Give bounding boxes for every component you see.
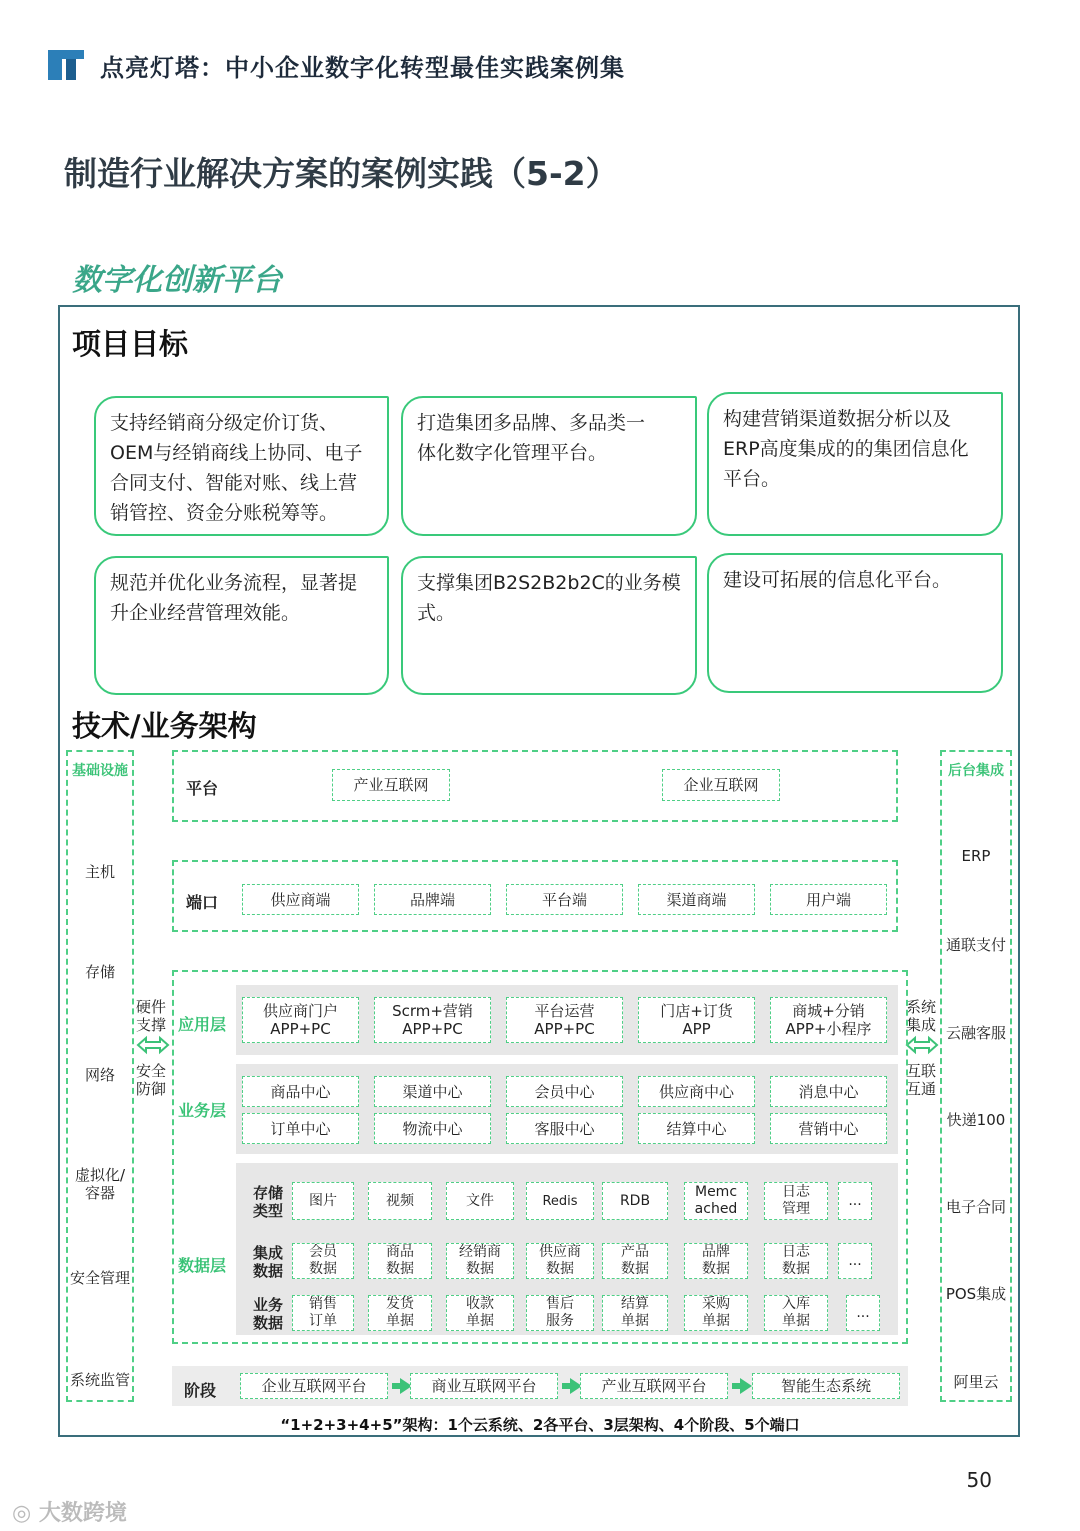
goal-line: 建设可拓展的信息化平台。 xyxy=(723,569,952,591)
watermark-text: 大数跨境 xyxy=(38,1501,127,1526)
data-item-box: 发货 单据 xyxy=(368,1295,432,1331)
goal-line: 构建营销渠道数据分析以及 xyxy=(723,408,952,430)
goal-line: OEM与经销商线上协同、电子 xyxy=(110,442,363,464)
watermark-logo-icon: ◎ xyxy=(12,1501,32,1526)
watermark xyxy=(12,1496,127,1527)
data-item-box: ... xyxy=(846,1295,880,1331)
port-box: 渠道商端 xyxy=(638,884,755,915)
port-box: 供应商端 xyxy=(242,884,359,915)
goal-line: 规范并优化业务流程，显著提 xyxy=(110,572,358,594)
application-box: 门店+订货 APP xyxy=(638,997,755,1043)
infrastructure-item: 系统监管 xyxy=(69,1371,130,1389)
stage-arrow-icon xyxy=(732,1383,740,1389)
backend-integration-item: 云融客服 xyxy=(945,1024,1006,1042)
stages-label: 阶段 xyxy=(184,1381,217,1400)
goal-line: 支撑集团B2S2B2b2C的业务模 xyxy=(417,572,681,594)
business-center-box: 订单中心 xyxy=(242,1113,359,1144)
hardware-support-label: 硬件 支撑 xyxy=(136,998,167,1034)
page-number: 50 xyxy=(966,1468,992,1492)
data-item-box: ... xyxy=(838,1243,872,1279)
backend-integration-title: 后台集成 xyxy=(948,763,1004,779)
platform-row xyxy=(172,750,898,822)
data-item-box: 结算 单据 xyxy=(602,1295,668,1331)
interconnect-label: 互联 互通 xyxy=(906,1062,937,1098)
goal-card xyxy=(94,396,389,536)
data-item-box: Memc ached xyxy=(684,1182,748,1220)
lighthouse-logo-icon xyxy=(48,46,86,82)
goal-line: 合同支付、智能对账、线上营 xyxy=(110,472,358,494)
header-title: 点亮灯塔：中小企业数字化转型最佳实践案例集 xyxy=(100,54,625,82)
data-item-box: 产品 数据 xyxy=(602,1243,668,1279)
goal-line: 体化数字化管理平台。 xyxy=(417,442,608,464)
port-box: 品牌端 xyxy=(374,884,491,915)
data-item-box: 商品 数据 xyxy=(368,1243,432,1279)
stage-arrow-icon xyxy=(740,1378,752,1394)
architecture-footnote: “1+2+3+4+5”架构：1个云系统、2各平台、3层架构、4个阶段、5个端口 xyxy=(280,1416,800,1434)
double-arrow-icon xyxy=(136,1035,170,1055)
business-center-box: 结算中心 xyxy=(638,1113,755,1144)
page-title: 制造行业解决方案的案例实践（5-2） xyxy=(64,154,619,193)
data-item-box: ... xyxy=(838,1182,872,1220)
goal-line: 支持经销商分级定价订货、 xyxy=(110,412,339,434)
data-item-box: Redis xyxy=(526,1182,594,1220)
architecture-heading: 技术/业务架构 xyxy=(72,709,257,743)
system-integration-label: 系统 集成 xyxy=(906,998,937,1034)
backend-integration-item: ERP xyxy=(961,847,991,865)
data-item-box: 采购 单据 xyxy=(684,1295,748,1331)
stage-box: 企业互联网平台 xyxy=(240,1373,388,1399)
application-box: 供应商门户 APP+PC xyxy=(242,997,359,1043)
goal-line: 打造集团多品牌、多品类一 xyxy=(417,412,646,434)
security-defense-label: 安全 防御 xyxy=(136,1062,167,1098)
stage-box: 智能生态系统 xyxy=(752,1373,900,1399)
business-layer-label: 业务层 xyxy=(178,1101,227,1120)
application-box: 平台运营 APP+PC xyxy=(506,997,623,1043)
data-item-box: 图片 xyxy=(292,1182,354,1220)
goal-line: 式。 xyxy=(417,602,456,624)
data-item-box: 品牌 数据 xyxy=(684,1243,748,1279)
app-layer-label: 应用层 xyxy=(178,1015,227,1034)
data-item-box: 收款 单据 xyxy=(446,1295,514,1331)
data-row-label: 集成 数据 xyxy=(252,1244,283,1280)
goal-card xyxy=(94,556,389,695)
data-row-label: 存储 类型 xyxy=(252,1184,283,1220)
backend-integration-item: 通联支付 xyxy=(945,936,1006,954)
infrastructure-item: 存储 xyxy=(84,963,115,981)
data-item-box: 供应商 数据 xyxy=(526,1243,594,1279)
stage-box: 产业互联网平台 xyxy=(580,1373,728,1399)
goal-line: 升企业经营管理效能。 xyxy=(110,602,301,624)
port-box: 用户端 xyxy=(770,884,887,915)
application-box: Scrm+营销 APP+PC xyxy=(374,997,491,1043)
stage-box: 商业互联网平台 xyxy=(410,1373,558,1399)
infrastructure-item: 虚拟化/ 容器 xyxy=(74,1166,126,1202)
data-item-box: 会员 数据 xyxy=(292,1243,354,1279)
data-item-box: 经销商 数据 xyxy=(446,1243,514,1279)
application-box: 商城+分销 APP+小程序 xyxy=(770,997,887,1043)
data-item-box: 销售 订单 xyxy=(292,1295,354,1331)
backend-integration-item: 阿里云 xyxy=(953,1373,999,1391)
goals-heading: 项目目标 xyxy=(72,327,189,361)
stage-arrow-icon xyxy=(562,1383,570,1389)
data-item-box: 日志 数据 xyxy=(764,1243,828,1279)
data-item-box: 文件 xyxy=(446,1182,514,1220)
goal-line: 平台。 xyxy=(723,468,781,490)
data-layer-label: 数据层 xyxy=(178,1256,227,1275)
port-box: 平台端 xyxy=(506,884,623,915)
goal-card xyxy=(401,396,697,536)
business-center-box: 客服中心 xyxy=(506,1113,623,1144)
double-arrow-icon xyxy=(905,1035,939,1055)
platform-industrial-internet: 产业互联网 xyxy=(332,769,450,801)
business-center-box: 消息中心 xyxy=(770,1076,887,1107)
infrastructure-item: 网络 xyxy=(84,1066,115,1084)
business-center-box: 会员中心 xyxy=(506,1076,623,1107)
platform-enterprise-internet: 企业互联网 xyxy=(662,769,780,801)
data-item-box: 视频 xyxy=(368,1182,432,1220)
backend-integration-item: 快递100 xyxy=(946,1111,1006,1129)
data-row-label: 业务 数据 xyxy=(252,1296,283,1332)
infrastructure-title: 基础设施 xyxy=(72,763,128,779)
goal-card xyxy=(401,556,697,695)
data-item-box: RDB xyxy=(602,1182,668,1220)
business-center-box: 商品中心 xyxy=(242,1076,359,1107)
backend-integration-item: POS集成 xyxy=(945,1285,1007,1303)
data-item-box: 入库 单据 xyxy=(764,1295,828,1331)
infrastructure-item: 主机 xyxy=(84,863,115,881)
stage-arrow-icon xyxy=(392,1383,400,1389)
business-center-box: 供应商中心 xyxy=(638,1076,755,1107)
business-center-box: 渠道中心 xyxy=(374,1076,491,1107)
goal-card xyxy=(707,392,1003,536)
goal-line: ERP高度集成的的集团信息化 xyxy=(723,438,969,460)
section-title: 数字化创新平台 xyxy=(72,263,282,298)
business-center-box: 营销中心 xyxy=(770,1113,887,1144)
platform-label: 平台 xyxy=(186,779,219,798)
goal-card xyxy=(707,553,1003,693)
data-item-box: 售后 服务 xyxy=(526,1295,594,1331)
infrastructure-item: 安全管理 xyxy=(69,1269,130,1287)
backend-integration-item: 电子合同 xyxy=(945,1198,1006,1216)
business-center-box: 物流中心 xyxy=(374,1113,491,1144)
goal-line: 销管控、资金分账税筹等。 xyxy=(110,502,339,524)
data-item-box: 日志 管理 xyxy=(764,1182,828,1220)
ports-label: 端口 xyxy=(186,893,219,912)
